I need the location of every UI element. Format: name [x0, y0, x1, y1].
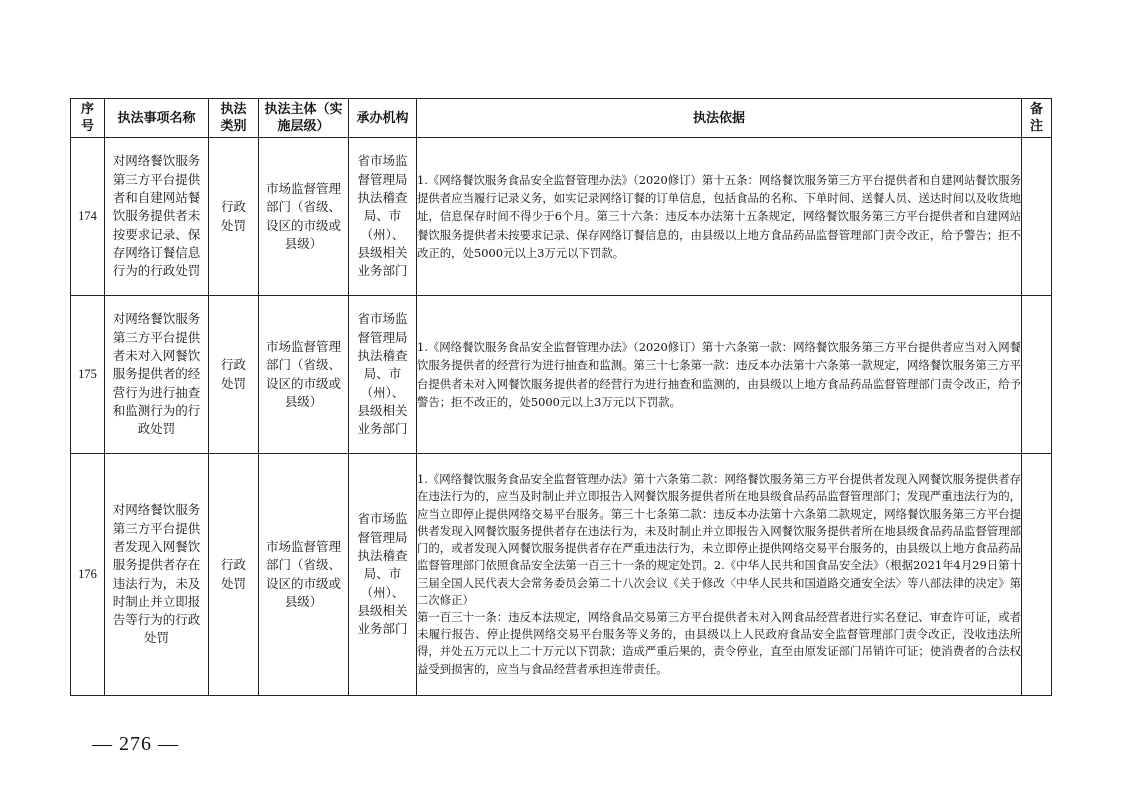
- row-category: 行政处罚: [209, 296, 259, 454]
- basis-paragraph: 1.《网络餐饮服务食品安全监督管理办法》第十六条第二款：网络餐饮服务第三方平台提供者发现入网餐饮服务提供者存在违法行为的，应当及时制止并立即报告入网餐饮服务提供者所在地县级食品药品监督管理部门；发现严重违法行为的，应当立即停止提供网络交易平台服务。第三十七条第二款：违反本办法第十六条第二款规定，网络餐饮服务第三方平台提供者发现入网餐饮服务提供者存在违法行为，未及时制止并立即报告入网餐饮服务提供者所在地县级食品药品监督管理部门的，或者发现入网餐饮服务提供者存在严重违法行为，未立即停止提供网络交易平台服务的，由县级以上地方食品药品监督管理部门依照食品安全法第一百三十一条的规定处罚。2.《中华人民共和国食品安全法》（根据2021年4月29日第十三届全国人民代表大会常务委员会第二十八次会议《关于修改〈中华人民共和国道路交通安全法〉等八部法律的决定》第二次修正）: [417, 472, 1021, 607]
- row-name: 对网络餐饮服务第三方平台提供者未对入网餐饮服务提供者的经营行为进行抽查和监测行为的行政处罚: [105, 296, 209, 454]
- row-category: 行政处罚: [209, 138, 259, 296]
- row-name: 对网络餐饮服务第三方平台提供者和自建网站餐饮服务提供者未按要求记录、保存网络订餐信息行为的行政处罚: [105, 138, 209, 296]
- row-seq: 176: [71, 454, 105, 696]
- row-agency: 省市场监督管理局执法稽查局、市（州）、县级相关业务部门: [349, 454, 417, 696]
- row-basis: [417, 454, 1022, 696]
- row-basis: 1.《网络餐饮服务食品安全监督管理办法》（2020修订）第十五条：网络餐饮服务第三方平台提供者和自建网站餐饮服务提供者应当履行记录义务，如实记录网络订餐的订单信息，包括食品的名称、下单时间、送餐人员、送达时间以及收货地址，信息保存时间不得少于6个月。第三十六条：违反本办法第十五条规定，网络餐饮服务第三方平台提供者和自建网站餐饮服务提供者未按要求记录、保存网络订餐信息的，由县级以上地方食品药品监督管理部门责令改正，给予警告；拒不改正的，处5000元以上3万元以下罚款。: [417, 138, 1022, 296]
- row-subject: 市场监督管理部门（省级、设区的市级或县级）: [259, 454, 349, 696]
- row-seq: 174: [71, 138, 105, 296]
- row-remark: [1022, 138, 1052, 296]
- header-name: 执法事项名称: [105, 99, 209, 138]
- row-remark: [1022, 296, 1052, 454]
- enforcement-table: [70, 98, 1052, 696]
- basis-paragraph: 第一百三十一条：违反本法规定，网络食品交易第三方平台提供者未对入网食品经营者进行实名登记、审查许可证，或者未履行报告、停止提供网络交易平台服务等义务的，由县级以上人民政府食品安全监督管理部门责令改正，没收违法所得，并处五万元以上二十万元以下罚款；造成严重后果的，责令停业，直至由原发证部门吊销许可证；使消费者的合法权益受到损害的，应当与食品经营者承担连带责任。: [417, 609, 1021, 676]
- row-remark: [1022, 454, 1052, 696]
- header-remark: 备注: [1022, 99, 1052, 138]
- row-category: 行政处罚: [209, 454, 259, 696]
- table-row: [71, 138, 1052, 296]
- row-agency: 省市场监督管理局执法稽查局、市（州）、县级相关业务部门: [349, 296, 417, 454]
- table-row: [71, 454, 1052, 696]
- row-name: 对网络餐饮服务第三方平台提供者发现入网餐饮服务提供者存在违法行为，未及时制止并立即报告等行为的行政处罚: [105, 454, 209, 696]
- page-number: — 276 —: [92, 733, 179, 755]
- row-agency: 省市场监督管理局执法稽查局、市（州）、县级相关业务部门: [349, 138, 417, 296]
- row-seq: 175: [71, 296, 105, 454]
- header-agency: 承办机构: [349, 99, 417, 138]
- header-row: [71, 99, 1052, 138]
- header-category: 执法类别: [209, 99, 259, 138]
- row-basis: 1.《网络餐饮服务食品安全监督管理办法》（2020修订）第十六条第一款：网络餐饮服务第三方平台提供者应当对入网餐饮服务提供者的经营行为进行抽查和监测。第三十七条第一款：违反本办法第十六条第一款规定，网络餐饮服务第三方平台提供者未对入网餐饮服务提供者的经营行为进行抽查和监测的，由县级以上地方食品药品监督管理部门责令改正，给予警告；拒不改正的，处5000元以上3万元以下罚款。: [417, 296, 1022, 454]
- table-row: [71, 296, 1052, 454]
- row-subject: 市场监督管理部门（省级、设区的市级或县级）: [259, 296, 349, 454]
- header-basis: 执法依据: [417, 99, 1022, 138]
- row-subject: 市场监督管理部门（省级、设区的市级或县级）: [259, 138, 349, 296]
- header-seq: 序号: [71, 99, 105, 138]
- header-subject: 执法主体（实施层级）: [259, 99, 349, 138]
